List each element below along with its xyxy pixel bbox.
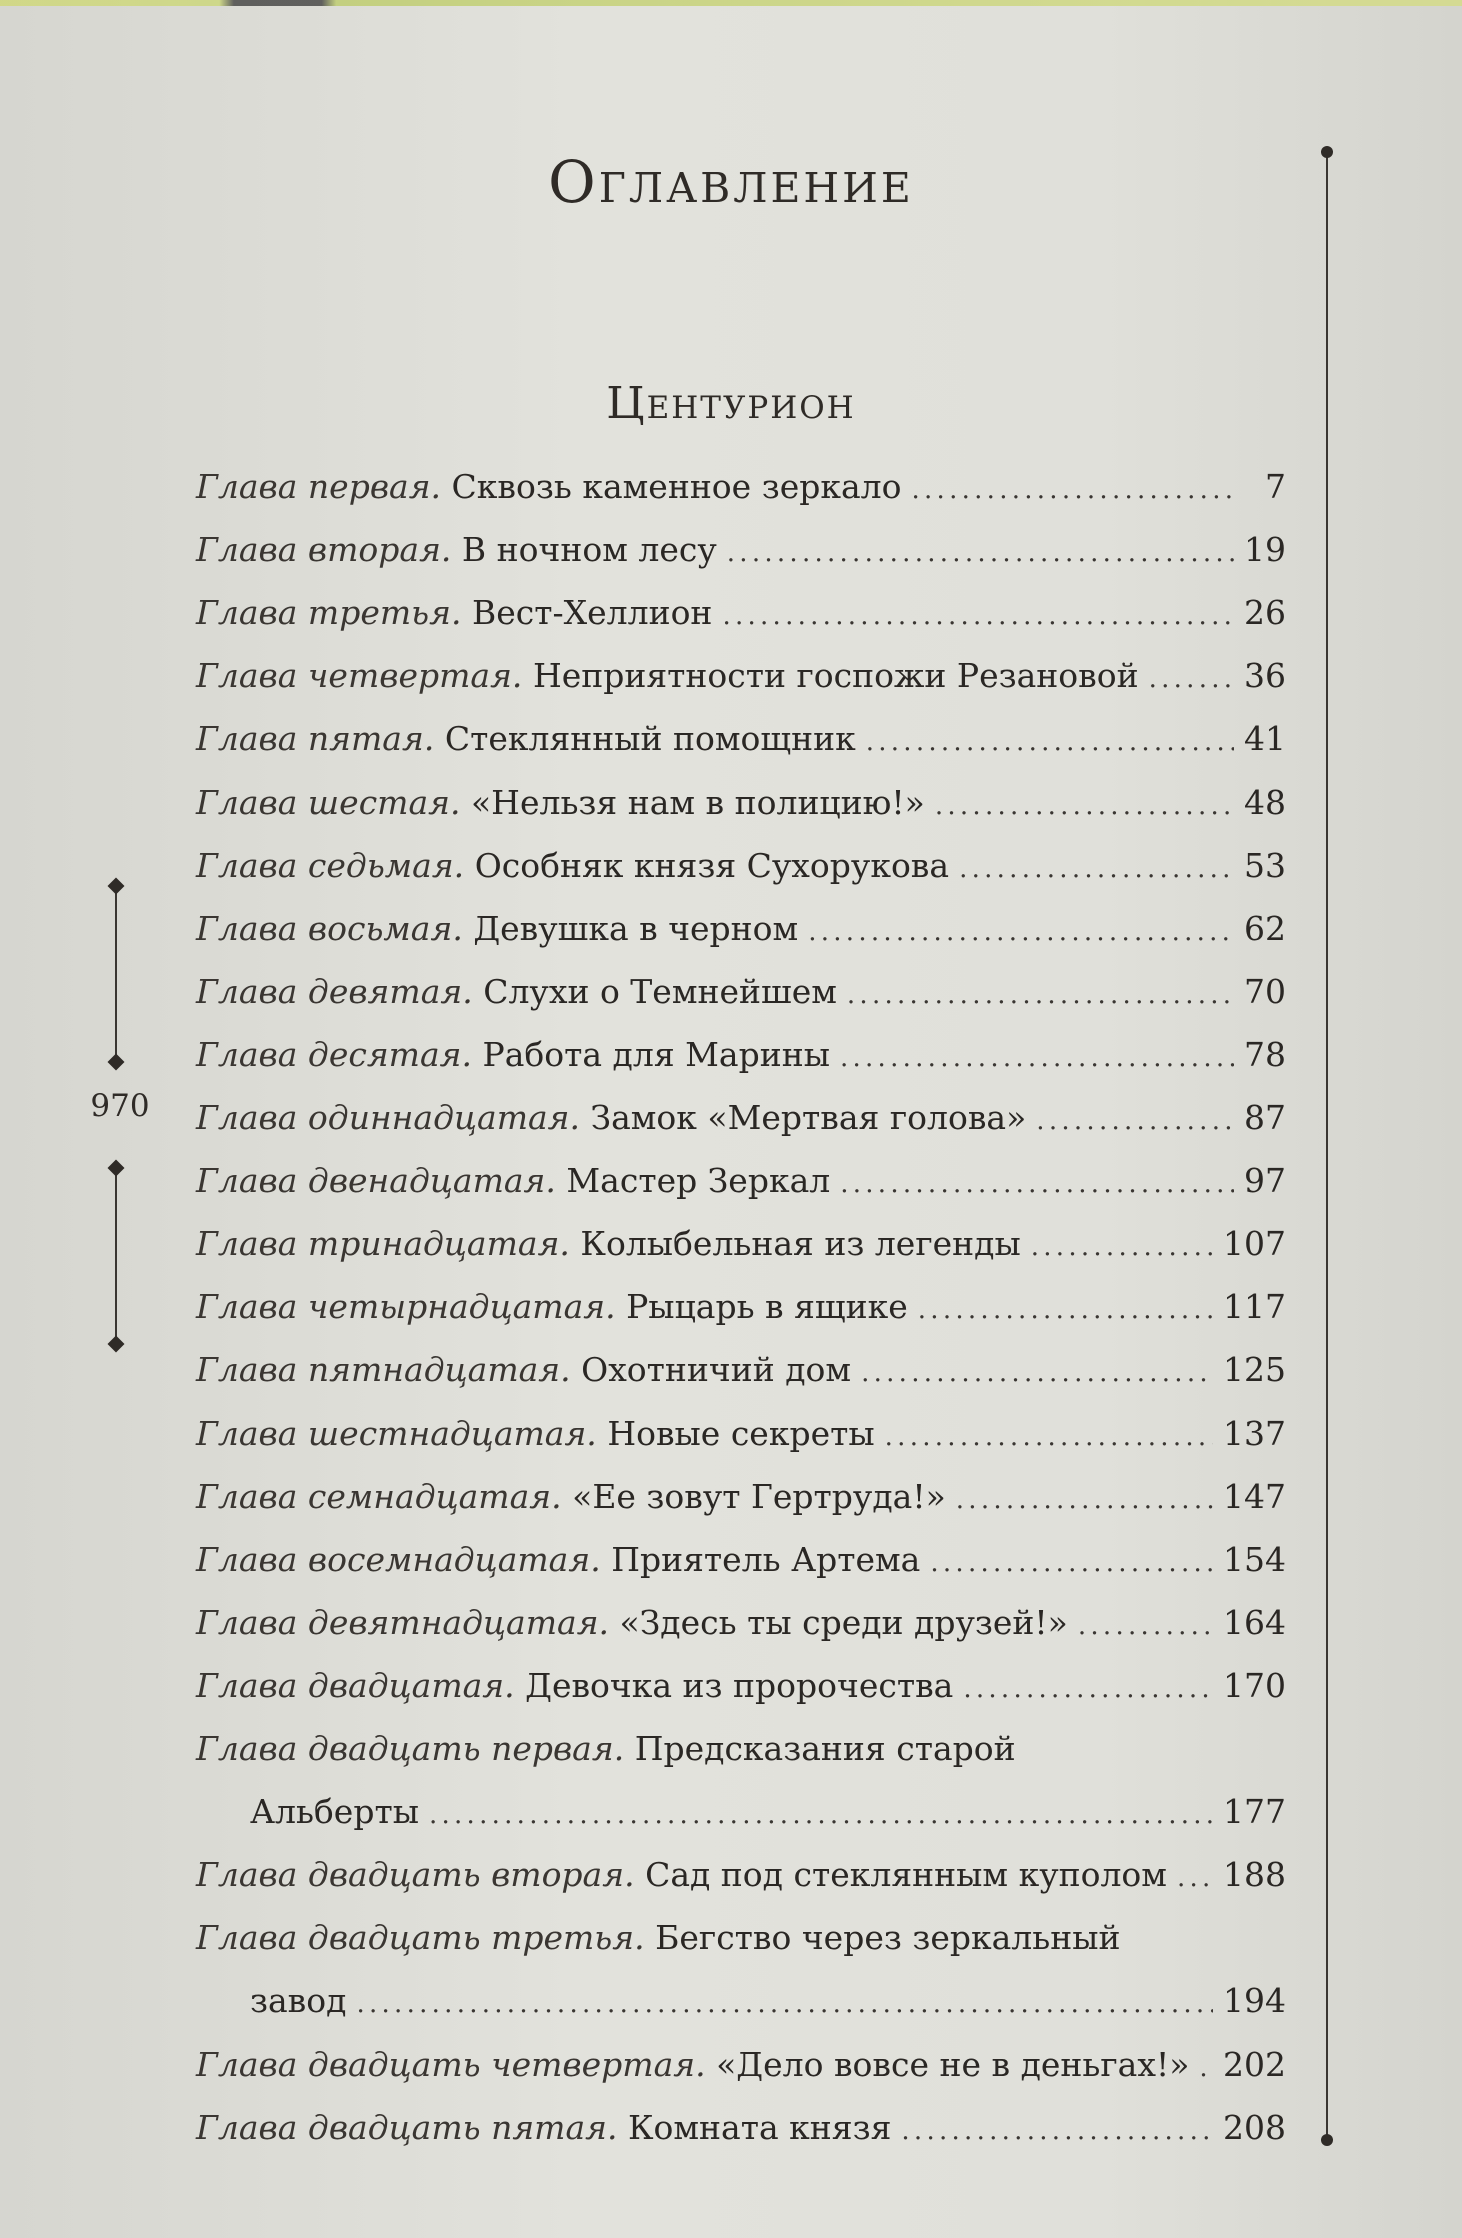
chapter-page-number: 53 (1244, 845, 1286, 885)
chapter-page-number: 78 (1244, 1034, 1286, 1074)
toc-entry-label (196, 1720, 1016, 1778)
chapter-number: Глава двадцатая. (196, 1665, 515, 1705)
toc-entry-label (196, 1341, 851, 1399)
toc-entry-label (196, 963, 837, 1021)
chapter-page-number: 208 (1223, 2107, 1286, 2147)
chapter-title: Особняк князя Сухорукова (474, 845, 950, 885)
toc-entry-label (196, 837, 949, 895)
chapter-page-number: 202 (1223, 2044, 1286, 2084)
dot-leader (847, 966, 1234, 1024)
dot-leader (930, 1534, 1213, 1592)
toc-entry-label (196, 710, 856, 768)
chapter-title: Неприятности госпожи Резановой (532, 656, 1139, 696)
toc-entry (196, 2099, 1286, 2157)
chapter-title: Комната князя (627, 2107, 892, 2147)
dot-leader (840, 1155, 1234, 1213)
chapter-page-number: 97 (1244, 1161, 1286, 1201)
chapter-page-number: 41 (1244, 719, 1286, 759)
chapter-title: Колыбельная из легенды (580, 1224, 1021, 1264)
toc-entry (196, 774, 1286, 832)
dot-leader (722, 587, 1234, 645)
toc-entry (196, 1657, 1286, 1715)
chapter-title: Вест-Хеллион (471, 593, 713, 633)
toc-entry-label (196, 458, 901, 516)
chapter-number: Глава одиннадцатая. (196, 1098, 581, 1137)
chapter-page-number: 62 (1244, 908, 1286, 948)
chapter-title: Новые секреты (607, 1413, 875, 1453)
toc-entry-label (196, 1468, 946, 1526)
chapter-title: Замок «Мертвая голова» (590, 1098, 1027, 1137)
chapter-number: Глава вторая. (196, 530, 452, 570)
dot-leader (1036, 1092, 1234, 1150)
toc-entry-continuation (250, 1783, 1286, 1841)
chapter-number: Глава девятнадцатая. (196, 1602, 610, 1642)
chapter-page-number: 26 (1244, 593, 1286, 633)
toc-entry-label (196, 1405, 875, 1463)
left-diamond-1 (108, 878, 125, 895)
toc-entry-label (196, 1909, 1121, 1967)
chapter-number: Глава двенадцатая. (196, 1161, 556, 1201)
chapter-number: Глава тринадцатая. (196, 1224, 570, 1264)
chapter-title: Стеклянный помощник (444, 719, 856, 759)
chapter-title: Работа для Марины (482, 1034, 830, 1074)
chapter-number: Глава двадцать пятая. (196, 2107, 618, 2147)
dot-leader (963, 1660, 1213, 1718)
toc-entry (196, 1846, 1286, 1904)
dot-leader (885, 1408, 1213, 1466)
toc-entry (196, 1341, 1286, 1399)
toc-entry (196, 1594, 1286, 1652)
toc-entry-label (196, 1657, 953, 1715)
dot-leader (727, 524, 1234, 582)
chapter-number: Глава шестнадцатая. (196, 1413, 597, 1453)
chapter-number: Глава шестая. (196, 782, 461, 822)
chapter-number: Глава двадцать первая. (196, 1729, 625, 1768)
toc-entry (196, 647, 1286, 705)
chapter-title: Предсказания старой (634, 1729, 1016, 1768)
chapter-title: Девочка из пророчества (525, 1665, 954, 1705)
toc-entry (196, 521, 1286, 579)
chapter-page-number: 36 (1244, 656, 1286, 696)
chapter-page-number: 19 (1244, 530, 1286, 570)
chapter-title: Бегство через зеркальный (655, 1918, 1121, 1958)
chapter-number: Глава первая. (196, 467, 442, 506)
chapter-page-number: 188 (1223, 1855, 1286, 1895)
chapter-title-continuation: завод (250, 1981, 347, 2021)
dot-leader (1177, 1849, 1213, 1907)
chapter-title: «Ее зовут Гертруда!» (572, 1476, 946, 1516)
toc-entry-label (196, 1278, 908, 1336)
chapter-title: В ночном лесу (461, 530, 717, 570)
toc-entry-label (196, 1089, 1026, 1147)
chapter-number: Глава третья. (196, 593, 462, 633)
chapter-title: Сад под стеклянным куполом (645, 1855, 1167, 1895)
toc-entry-label (196, 1846, 1167, 1904)
left-diamond-4 (108, 1336, 125, 1353)
chapter-number: Глава двадцать четвертая. (196, 2044, 706, 2084)
toc-entry (196, 1152, 1286, 1210)
chapter-page-number: 177 (1223, 1792, 1286, 1832)
toc-entry (196, 1720, 1286, 1778)
chapter-page-number: 137 (1223, 1413, 1286, 1453)
toc-entry-label (196, 1152, 830, 1210)
dot-leader (429, 1786, 1213, 1844)
left-rule-lower (115, 1168, 117, 1344)
chapter-title: «Здесь ты среди друзей!» (619, 1602, 1068, 1642)
toc-entry (196, 837, 1286, 895)
toc-entry (196, 1215, 1286, 1273)
page-number: 970 (90, 1088, 150, 1124)
toc-entry-label (196, 521, 717, 579)
chapter-page-number: 125 (1223, 1350, 1286, 1390)
toc-entry-label (196, 1594, 1068, 1652)
dot-leader (866, 713, 1234, 771)
chapter-number: Глава девятая. (196, 971, 473, 1011)
part-title: Центурион (606, 378, 856, 429)
dot-leader (918, 1281, 1213, 1339)
chapter-title: Мастер Зеркал (566, 1161, 831, 1201)
chapter-title: Приятель Артема (611, 1539, 921, 1579)
chapter-number: Глава двадцать третья. (196, 1918, 645, 1958)
right-decorative-rule (1326, 152, 1328, 2138)
chapter-number: Глава семнадцатая. (196, 1476, 562, 1516)
toc-entry (196, 1909, 1286, 1967)
chapter-page-number: 164 (1223, 1602, 1286, 1642)
dot-leader (1199, 2039, 1213, 2097)
toc-entry (196, 1531, 1286, 1589)
right-rule-top-dot (1321, 146, 1333, 158)
chapter-title: Сквозь каменное зеркало (451, 467, 902, 506)
chapter-page-number: 48 (1244, 782, 1286, 822)
chapter-page-number: 70 (1244, 971, 1286, 1011)
toc-entry-label (196, 2099, 891, 2157)
toc-entry-label (196, 1215, 1021, 1273)
dot-leader (1078, 1597, 1213, 1655)
toc-entry-continuation (250, 1972, 1286, 2030)
dot-leader (956, 1471, 1213, 1529)
chapter-number: Глава пятнадцатая. (196, 1350, 571, 1390)
dot-leader (901, 2102, 1213, 2160)
chapter-number: Глава десятая. (196, 1034, 472, 1074)
chapter-number: Глава двадцать вторая. (196, 1855, 635, 1895)
chapter-number: Глава четвертая. (196, 656, 523, 696)
left-diamond-3 (108, 1160, 125, 1177)
chapter-title: Девушка в черном (473, 908, 799, 948)
toc-entry (196, 710, 1286, 768)
chapter-page-number: 194 (1223, 1981, 1286, 2021)
chapter-title: «Дело вовсе не в деньгах!» (716, 2044, 1190, 2084)
toc-entry (196, 963, 1286, 1021)
chapter-number: Глава пятая. (196, 719, 435, 759)
toc-entry (196, 900, 1286, 958)
left-rule-upper (115, 886, 117, 1062)
dot-leader (861, 1344, 1213, 1402)
toc-entry-label (196, 647, 1139, 705)
chapter-title: Охотничий дом (581, 1350, 852, 1390)
dot-leader (356, 1975, 1213, 2033)
left-diamond-2 (108, 1054, 125, 1071)
chapter-page-number: 154 (1223, 1539, 1286, 1579)
toc-entry (196, 1468, 1286, 1526)
toc-entry-label (196, 774, 925, 832)
toc-entry (196, 458, 1286, 516)
toc-entry-label (196, 2036, 1189, 2094)
chapter-page-number: 170 (1223, 1665, 1286, 1705)
chapter-page-number: 147 (1223, 1476, 1286, 1516)
chapter-title: Слухи о Темнейшем (483, 971, 837, 1011)
toc-entry (196, 1278, 1286, 1336)
dot-leader (840, 1029, 1234, 1087)
chapter-number: Глава седьмая. (196, 845, 465, 885)
chapter-title: Рыцарь в ящике (626, 1287, 908, 1327)
toc-entry-label (196, 1026, 830, 1084)
toc-entry-label (196, 900, 798, 958)
chapter-number: Глава восемнадцатая. (196, 1539, 601, 1579)
toc-entry (196, 2036, 1286, 2094)
toc-entry (196, 1405, 1286, 1463)
chapter-title: «Нельзя нам в полицию!» (470, 782, 925, 822)
dot-leader (1031, 1218, 1213, 1276)
chapter-page-number: 107 (1223, 1224, 1286, 1264)
top-edge-strip (0, 0, 1462, 6)
chapter-page-number: 87 (1244, 1098, 1286, 1137)
toc-entry (196, 584, 1286, 642)
chapter-title-continuation: Альберты (250, 1792, 419, 1832)
right-rule-bottom-dot (1321, 2134, 1333, 2146)
chapter-number: Глава восьмая. (196, 908, 463, 948)
toc-entry-label (196, 584, 712, 642)
toc-entry (196, 1026, 1286, 1084)
toc-entry (196, 1089, 1286, 1147)
toc-entry-label (196, 1531, 920, 1589)
dot-leader (808, 903, 1234, 961)
dot-leader (959, 840, 1234, 898)
toc-title: Оглавление (548, 148, 914, 216)
dot-leader (911, 461, 1236, 519)
dot-leader (935, 777, 1234, 835)
chapter-number: Глава четырнадцатая. (196, 1287, 616, 1327)
chapter-page-number: 117 (1223, 1287, 1286, 1327)
dot-leader (1149, 650, 1234, 708)
chapter-page-number: 7 (1265, 467, 1286, 506)
